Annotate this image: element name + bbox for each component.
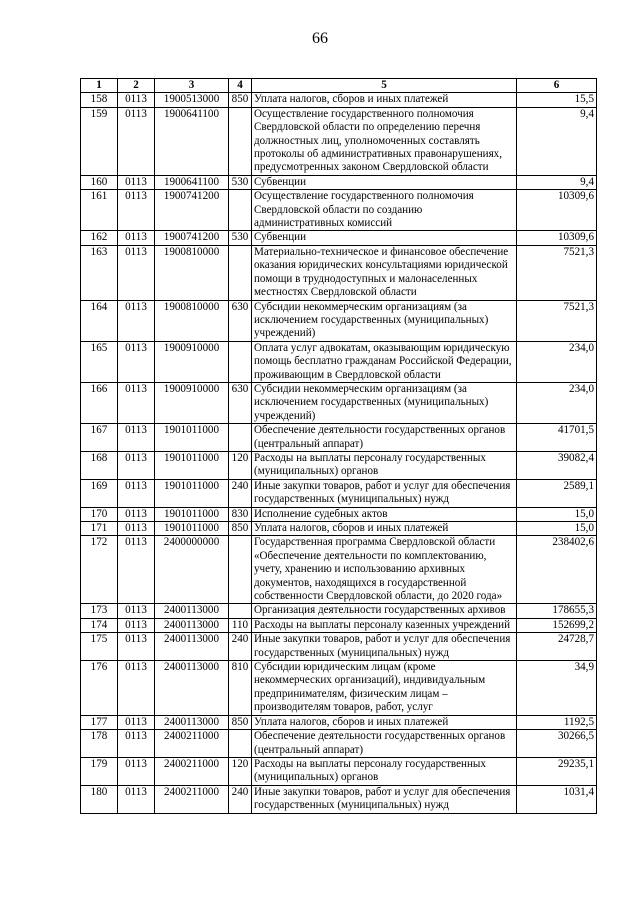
- row-number-cell: 170: [81, 507, 118, 521]
- expense-type-cell: 240: [229, 785, 252, 813]
- amount-cell: 234,0: [517, 341, 597, 382]
- row-number-cell: 169: [81, 479, 118, 507]
- table-row: [81, 522, 597, 536]
- amount-cell: 29235,1: [517, 757, 597, 785]
- expense-type-cell: 120: [229, 451, 252, 479]
- amount-cell: 15,5: [517, 93, 597, 107]
- amount-cell: 238402,6: [517, 536, 597, 604]
- table-row: [81, 661, 597, 716]
- expense-type-cell: [229, 107, 252, 175]
- amount-cell: 10309,6: [517, 231, 597, 245]
- target-article-cell: 1901011000: [155, 522, 229, 536]
- amount-cell: 15,0: [517, 522, 597, 536]
- row-number-cell: 180: [81, 785, 118, 813]
- expense-type-cell: 850: [229, 93, 252, 107]
- expense-name-cell: Исполнение судебных актов: [252, 507, 517, 521]
- section-code-cell: 0113: [118, 451, 155, 479]
- section-code-cell: 0113: [118, 522, 155, 536]
- row-number-cell: 164: [81, 300, 118, 341]
- row-number-cell: 179: [81, 757, 118, 785]
- expense-name-cell: Уплата налогов, сборов и иных платежей: [252, 93, 517, 107]
- expense-name-cell: Иные закупки товаров, работ и услуг для обеспечения государственных (муниципальных) нужд: [252, 633, 517, 661]
- expense-name-cell: Расходы на выплаты персоналу казенных учреждений: [252, 618, 517, 632]
- table-row: [81, 190, 597, 231]
- section-code-cell: 0113: [118, 107, 155, 175]
- amount-cell: 30266,5: [517, 730, 597, 758]
- expense-type-cell: [229, 341, 252, 382]
- expense-name-cell: Уплата налогов, сборов и иных платежей: [252, 522, 517, 536]
- target-article-cell: 1900741200: [155, 190, 229, 231]
- row-number-cell: 162: [81, 231, 118, 245]
- row-number-cell: 168: [81, 451, 118, 479]
- header-cell: 4: [229, 79, 252, 93]
- amount-cell: 9,4: [517, 175, 597, 189]
- expense-name-cell: Материально-техническое и финансовое обеспечение оказания юридических консультациями юридической помощи в труднодоступных и малонаселенных местностях Свердловской области: [252, 245, 517, 300]
- row-number-cell: 167: [81, 424, 118, 452]
- table-row: [81, 479, 597, 507]
- section-code-cell: 0113: [118, 300, 155, 341]
- target-article-cell: 2400113000: [155, 604, 229, 618]
- table-row: [81, 536, 597, 604]
- target-article-cell: 1901011000: [155, 479, 229, 507]
- row-number-cell: 178: [81, 730, 118, 758]
- section-code-cell: 0113: [118, 661, 155, 716]
- amount-cell: 24728,7: [517, 633, 597, 661]
- amount-cell: 9,4: [517, 107, 597, 175]
- target-article-cell: 1900910000: [155, 382, 229, 423]
- header-cell: 1: [81, 79, 118, 93]
- expense-type-cell: 830: [229, 507, 252, 521]
- amount-cell: 1031,4: [517, 785, 597, 813]
- expense-type-cell: [229, 730, 252, 758]
- section-code-cell: 0113: [118, 479, 155, 507]
- expense-name-cell: Субвенции: [252, 175, 517, 189]
- expense-name-cell: Оплата услуг адвокатам, оказывающим юридическую помощь бесплатно гражданам Российской Федерации, проживающим в Свердловской области: [252, 341, 517, 382]
- row-number-cell: 177: [81, 715, 118, 729]
- row-number-cell: 163: [81, 245, 118, 300]
- amount-cell: 10309,6: [517, 190, 597, 231]
- expense-type-cell: 630: [229, 300, 252, 341]
- amount-cell: 2589,1: [517, 479, 597, 507]
- amount-cell: 15,0: [517, 507, 597, 521]
- table-row: [81, 93, 597, 107]
- expense-name-cell: Государственная программа Свердловской области «Обеспечение деятельности по комплектованию, учету, хранению и использованию архивных документов, находящихся в государственной собственности Свердловской области, до 2020 года»: [252, 536, 517, 604]
- target-article-cell: 1900641100: [155, 175, 229, 189]
- expense-name-cell: Иные закупки товаров, работ и услуг для обеспечения государственных (муниципальных) нужд: [252, 479, 517, 507]
- target-article-cell: 2400000000: [155, 536, 229, 604]
- expense-type-cell: 850: [229, 715, 252, 729]
- row-number-cell: 159: [81, 107, 118, 175]
- table-row: [81, 341, 597, 382]
- expense-type-cell: 630: [229, 382, 252, 423]
- row-number-cell: 161: [81, 190, 118, 231]
- target-article-cell: 2400113000: [155, 661, 229, 716]
- expense-name-cell: Обеспечение деятельности государственных органов (центральный аппарат): [252, 424, 517, 452]
- section-code-cell: 0113: [118, 604, 155, 618]
- row-number-cell: 165: [81, 341, 118, 382]
- amount-cell: 178655,3: [517, 604, 597, 618]
- section-code-cell: 0113: [118, 785, 155, 813]
- expense-type-cell: 530: [229, 175, 252, 189]
- expense-name-cell: Уплата налогов, сборов и иных платежей: [252, 715, 517, 729]
- table-row: [81, 231, 597, 245]
- section-code-cell: 0113: [118, 730, 155, 758]
- target-article-cell: 2400113000: [155, 618, 229, 632]
- table-row: [81, 730, 597, 758]
- section-code-cell: 0113: [118, 175, 155, 189]
- section-code-cell: 0113: [118, 536, 155, 604]
- expense-name-cell: Расходы на выплаты персоналу государственных (муниципальных) органов: [252, 451, 517, 479]
- section-code-cell: 0113: [118, 633, 155, 661]
- table-row: [81, 107, 597, 175]
- target-article-cell: 1900641100: [155, 107, 229, 175]
- section-code-cell: 0113: [118, 341, 155, 382]
- amount-cell: 39082,4: [517, 451, 597, 479]
- table-body: [81, 93, 597, 813]
- amount-cell: 7521,3: [517, 245, 597, 300]
- table-row: [81, 245, 597, 300]
- amount-cell: 41701,5: [517, 424, 597, 452]
- page-number: 66: [312, 30, 328, 47]
- target-article-cell: 2400113000: [155, 715, 229, 729]
- expense-name-cell: Субсидии некоммерческим организациям (за исключением государственных (муниципальных) учреждений): [252, 300, 517, 341]
- row-number-cell: 166: [81, 382, 118, 423]
- row-number-cell: 174: [81, 618, 118, 632]
- expense-name-cell: Осуществление государственного полномочия Свердловской области по созданию административных комиссий: [252, 190, 517, 231]
- target-article-cell: 1901011000: [155, 451, 229, 479]
- expense-type-cell: [229, 190, 252, 231]
- table-row: [81, 604, 597, 618]
- table-row: [81, 618, 597, 632]
- expense-type-cell: 240: [229, 479, 252, 507]
- row-number-cell: 172: [81, 536, 118, 604]
- table-row: [81, 507, 597, 521]
- expense-type-cell: [229, 424, 252, 452]
- section-code-cell: 0113: [118, 231, 155, 245]
- amount-cell: 152699,2: [517, 618, 597, 632]
- amount-cell: 7521,3: [517, 300, 597, 341]
- row-number-cell: 173: [81, 604, 118, 618]
- header-cell: 6: [517, 79, 597, 93]
- expense-type-cell: 850: [229, 522, 252, 536]
- section-code-cell: 0113: [118, 715, 155, 729]
- expense-type-cell: 530: [229, 231, 252, 245]
- target-article-cell: 1900910000: [155, 341, 229, 382]
- table-header-row: [81, 79, 597, 93]
- table-row: [81, 175, 597, 189]
- target-article-cell: 2400211000: [155, 785, 229, 813]
- target-article-cell: 2400113000: [155, 633, 229, 661]
- section-code-cell: 0113: [118, 618, 155, 632]
- table-row: [81, 633, 597, 661]
- section-code-cell: 0113: [118, 190, 155, 231]
- row-number-cell: 175: [81, 633, 118, 661]
- expense-name-cell: Расходы на выплаты персоналу государственных (муниципальных) органов: [252, 757, 517, 785]
- expense-name-cell: Субсидии некоммерческим организациям (за исключением государственных (муниципальных) учреждений): [252, 382, 517, 423]
- expense-name-cell: Иные закупки товаров, работ и услуг для обеспечения государственных (муниципальных) нужд: [252, 785, 517, 813]
- expense-name-cell: Организация деятельности государственных архивов: [252, 604, 517, 618]
- expense-type-cell: [229, 604, 252, 618]
- expense-name-cell: Обеспечение деятельности государственных органов (центральный аппарат): [252, 730, 517, 758]
- table-row: [81, 300, 597, 341]
- expense-type-cell: [229, 536, 252, 604]
- table-row: [81, 424, 597, 452]
- row-number-cell: 176: [81, 661, 118, 716]
- header-cell: 2: [118, 79, 155, 93]
- section-code-cell: 0113: [118, 424, 155, 452]
- expense-type-cell: 110: [229, 618, 252, 632]
- table-row: [81, 757, 597, 785]
- header-cell: 5: [252, 79, 517, 93]
- expense-name-cell: Осуществление государственного полномочия Свердловской области по определению перечня должностных лиц, уполномоченных составлять протоколы об административных правонарушениях, предусмотренных законом Свердловской области: [252, 107, 517, 175]
- target-article-cell: 1901011000: [155, 507, 229, 521]
- table-row: [81, 451, 597, 479]
- amount-cell: 34,9: [517, 661, 597, 716]
- target-article-cell: 2400211000: [155, 757, 229, 785]
- expense-name-cell: Субсидии юридическим лицам (кроме некоммерческих организаций), индивидуальным предпринимателям, физическим лицам – производителям товаров, работ, услуг: [252, 661, 517, 716]
- budget-table: [80, 78, 597, 814]
- section-code-cell: 0113: [118, 93, 155, 107]
- amount-cell: 234,0: [517, 382, 597, 423]
- target-article-cell: 1901011000: [155, 424, 229, 452]
- amount-cell: 1192,5: [517, 715, 597, 729]
- target-article-cell: 1900810000: [155, 245, 229, 300]
- table-row: [81, 382, 597, 423]
- row-number-cell: 158: [81, 93, 118, 107]
- row-number-cell: 171: [81, 522, 118, 536]
- row-number-cell: 160: [81, 175, 118, 189]
- section-code-cell: 0113: [118, 757, 155, 785]
- table-row: [81, 785, 597, 813]
- section-code-cell: 0113: [118, 245, 155, 300]
- target-article-cell: 2400211000: [155, 730, 229, 758]
- header-cell: 3: [155, 79, 229, 93]
- section-code-cell: 0113: [118, 382, 155, 423]
- expense-type-cell: 240: [229, 633, 252, 661]
- target-article-cell: 1900810000: [155, 300, 229, 341]
- table-row: [81, 715, 597, 729]
- expense-type-cell: 810: [229, 661, 252, 716]
- expense-type-cell: 120: [229, 757, 252, 785]
- target-article-cell: 1900513000: [155, 93, 229, 107]
- expense-type-cell: [229, 245, 252, 300]
- target-article-cell: 1900741200: [155, 231, 229, 245]
- section-code-cell: 0113: [118, 507, 155, 521]
- expense-name-cell: Субвенции: [252, 231, 517, 245]
